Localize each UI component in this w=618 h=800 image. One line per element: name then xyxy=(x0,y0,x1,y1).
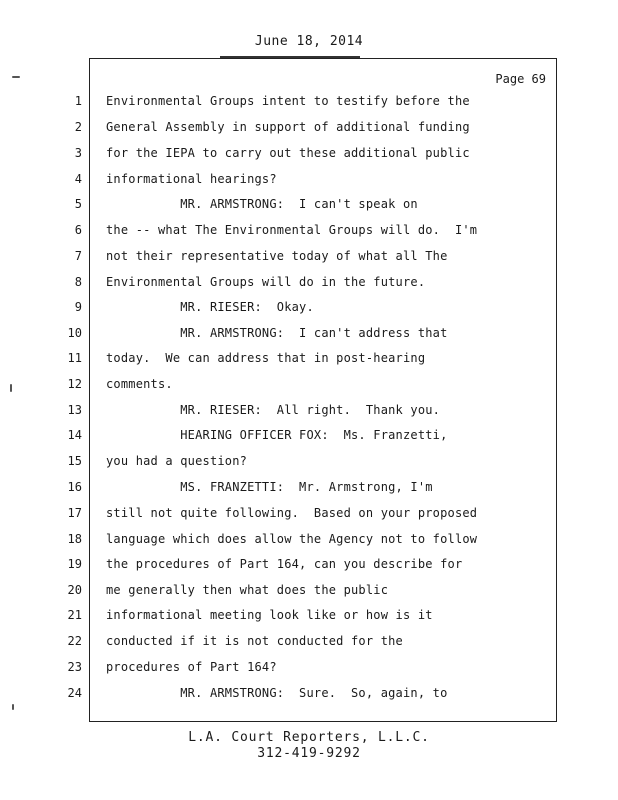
transcript-line: General Assembly in support of additional funding xyxy=(106,120,470,134)
line-number: 10 xyxy=(67,326,82,340)
page-label: Page 69 xyxy=(495,72,546,86)
line-number: 4 xyxy=(74,172,82,186)
line-number: 24 xyxy=(67,686,82,700)
line-number: 5 xyxy=(74,197,82,211)
transcript-line: HEARING OFFICER FOX: Ms. Franzetti, xyxy=(106,428,448,442)
transcript-line: not their representative today of what all The xyxy=(106,249,448,263)
transcript-line: informational hearings? xyxy=(106,172,277,186)
transcript-line: MS. FRANZETTI: Mr. Armstrong, I'm xyxy=(106,480,433,494)
transcript-line: MR. ARMSTRONG: Sure. So, again, to xyxy=(106,686,448,700)
footer-company: L.A. Court Reporters, L.L.C. xyxy=(188,730,430,745)
scan-speck xyxy=(10,384,12,392)
transcript-line: you had a question? xyxy=(106,454,248,468)
transcript-line: conducted if it is not conducted for the xyxy=(106,634,403,648)
line-number: 13 xyxy=(67,403,82,417)
line-number: 14 xyxy=(67,428,82,442)
line-number: 16 xyxy=(67,480,82,494)
transcript-line: language which does allow the Agency not to follow xyxy=(106,532,478,546)
line-number: 11 xyxy=(67,351,82,365)
transcript-line: comments. xyxy=(106,377,173,391)
transcript-line: MR. ARMSTRONG: I can't speak on xyxy=(106,197,418,211)
scan-speck xyxy=(12,76,20,78)
line-number: 6 xyxy=(74,223,82,237)
transcript-line: procedures of Part 164? xyxy=(106,660,277,674)
transcript-line: today. We can address that in post-hearing xyxy=(106,351,426,365)
line-number: 20 xyxy=(67,583,82,597)
transcript-line: still not quite following. Based on your proposed xyxy=(106,506,478,520)
transcript-line: informational meeting look like or how is it xyxy=(106,608,433,622)
line-number: 12 xyxy=(67,377,82,391)
line-number: 17 xyxy=(67,506,82,520)
transcript-line: Environmental Groups intent to testify before the xyxy=(106,94,470,108)
line-number: 21 xyxy=(67,608,82,622)
transcript-line: the -- what The Environmental Groups will do. I'm xyxy=(106,223,478,237)
line-number: 7 xyxy=(74,249,82,263)
header-date: June 18, 2014 xyxy=(254,34,364,49)
line-number: 15 xyxy=(67,454,82,468)
frame-top-accent xyxy=(220,56,360,58)
line-number: 19 xyxy=(67,557,82,571)
line-number: 8 xyxy=(74,275,82,289)
transcript-line: MR. RIESER: All right. Thank you. xyxy=(106,403,441,417)
line-number: 2 xyxy=(74,120,82,134)
transcript-line: me generally then what does the public xyxy=(106,583,389,597)
line-number: 3 xyxy=(74,146,82,160)
footer-phone: 312-419-9292 xyxy=(257,746,361,761)
transcript-line: Environmental Groups will do in the future. xyxy=(106,275,426,289)
line-number: 23 xyxy=(67,660,82,674)
line-number: 22 xyxy=(67,634,82,648)
transcript-line: for the IEPA to carry out these additional public xyxy=(106,146,470,160)
line-number: 18 xyxy=(67,532,82,546)
scan-speck xyxy=(12,704,14,710)
transcript-line: the procedures of Part 164, can you describe for xyxy=(106,557,463,571)
transcript-line: MR. ARMSTRONG: I can't address that xyxy=(106,326,448,340)
transcript-line: MR. RIESER: Okay. xyxy=(106,300,314,314)
line-number: 1 xyxy=(74,94,82,108)
line-number: 9 xyxy=(74,300,82,314)
